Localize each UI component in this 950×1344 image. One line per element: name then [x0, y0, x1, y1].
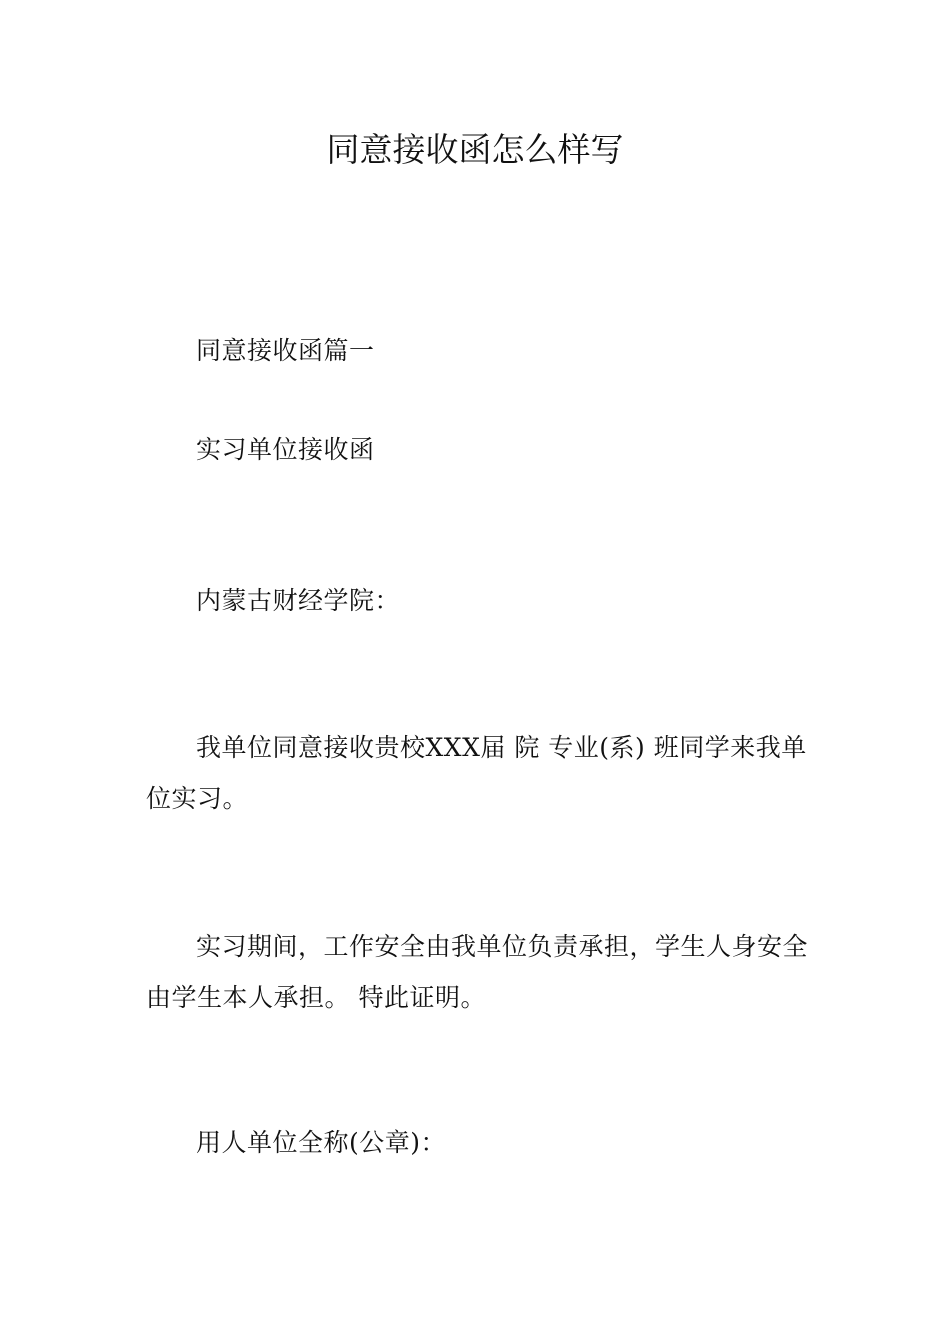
body-paragraph: 我单位同意接收贵校XXX届 院 专业(系) 班同学来我单位实习。 — [146, 733, 807, 813]
document-title: 同意接收函怎么样写 — [326, 130, 624, 169]
letter-heading: 实习单位接收函 — [196, 435, 375, 464]
signature-line: 用人单位全称(公章)： — [196, 1128, 447, 1157]
salutation: 内蒙古财经学院： — [196, 586, 401, 615]
section-heading: 同意接收函篇一 — [196, 336, 375, 365]
body-paragraph: 实习期间，工作安全由我单位负责承担，学生人身安全由学生本人承担。 特此证明。 — [146, 932, 809, 1012]
